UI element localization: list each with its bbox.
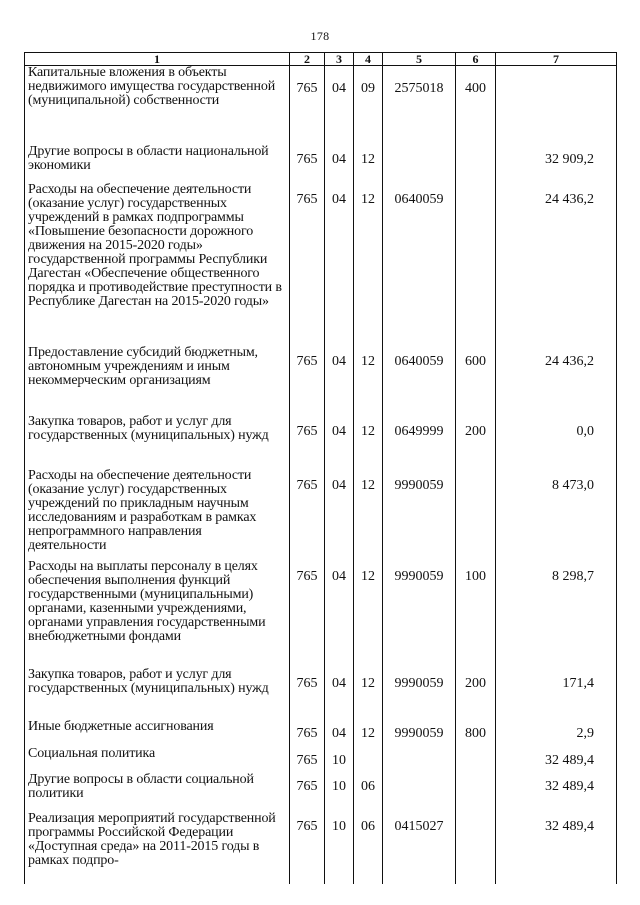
column-header: 2	[290, 53, 325, 66]
budget-table	[24, 52, 617, 884]
row-code-cell: 765	[290, 747, 325, 773]
row-section-cell: 04	[325, 560, 354, 668]
row-section-cell: 10	[325, 812, 354, 884]
row-subsection-cell: 12	[354, 183, 383, 346]
row-code-cell: 765	[290, 145, 325, 183]
row-type-cell: 200	[456, 415, 496, 469]
row-amount-cell: 32 489,4	[496, 812, 617, 884]
row-code-cell: 765	[290, 415, 325, 469]
row-target-cell	[383, 773, 456, 812]
row-type-cell: 400	[456, 66, 496, 145]
row-target-cell	[383, 145, 456, 183]
row-type-cell: 600	[456, 346, 496, 415]
row-section-cell: 04	[325, 183, 354, 346]
row-name-cell: Другие вопросы в области социальной политики	[25, 773, 290, 812]
column-header: 4	[354, 53, 383, 66]
table-row	[25, 415, 617, 469]
table-row	[25, 720, 617, 747]
row-section-cell: 04	[325, 469, 354, 560]
row-target-cell: 9990059	[383, 560, 456, 668]
row-type-cell: 100	[456, 560, 496, 668]
row-name-cell: Реализация мероприятий государственной программы Российской Федерации «Доступная среда» на 2011-2015 годы в рамках подпро-	[25, 812, 290, 884]
row-name-cell: Расходы на обеспечение деятельности (оказание услуг) государственных учреждений в рамках подпрограммы «Повышение безопасности дорожного движения на 2015-2020 годы» государственной программы Республики Дагестан «Обеспечение общественного порядка и противодействие преступности в Республике Дагестан на 2015-2020 годы»	[25, 183, 290, 346]
row-name-cell: Капитальные вложения в объекты недвижимого имущества государственной (муниципальной) собственности	[25, 66, 290, 145]
row-name-cell: Закупка товаров, работ и услуг для государственных (муниципальных) нужд	[25, 668, 290, 720]
column-header: 7	[496, 53, 617, 66]
row-amount-cell: 32 489,4	[496, 773, 617, 812]
column-header: 3	[325, 53, 354, 66]
row-type-cell: 800	[456, 720, 496, 747]
row-amount-cell: 24 436,2	[496, 346, 617, 415]
row-name-cell: Предоставление субсидий бюджетным, автономным учреждениям и иным некоммерческим организациям	[25, 346, 290, 415]
row-type-cell	[456, 747, 496, 773]
row-section-cell: 04	[325, 346, 354, 415]
row-target-cell	[383, 747, 456, 773]
row-type-cell	[456, 812, 496, 884]
table-row	[25, 668, 617, 720]
column-header: 5	[383, 53, 456, 66]
table-row	[25, 145, 617, 183]
row-name-cell: Социальная политика	[25, 747, 290, 773]
row-subsection-cell: 12	[354, 145, 383, 183]
column-header: 1	[25, 53, 290, 66]
row-code-cell: 765	[290, 773, 325, 812]
row-section-cell: 04	[325, 720, 354, 747]
row-target-cell: 9990059	[383, 720, 456, 747]
row-subsection-cell: 12	[354, 469, 383, 560]
table-row	[25, 747, 617, 773]
row-name-cell: Иные бюджетные ассигнования	[25, 720, 290, 747]
column-header: 6	[456, 53, 496, 66]
row-subsection-cell: 12	[354, 720, 383, 747]
row-name-cell: Расходы на обеспечение деятельности (оказание услуг) государственных учреждений по прикладным научным исследованиям и разработкам в рамках непрограммного направления деятельности	[25, 469, 290, 560]
row-type-cell	[456, 145, 496, 183]
table-row	[25, 346, 617, 415]
row-code-cell: 765	[290, 66, 325, 145]
row-subsection-cell: 12	[354, 415, 383, 469]
table-row	[25, 560, 617, 668]
table-row	[25, 66, 617, 145]
row-amount-cell	[496, 66, 617, 145]
row-amount-cell: 2,9	[496, 720, 617, 747]
row-code-cell: 765	[290, 183, 325, 346]
row-subsection-cell: 06	[354, 773, 383, 812]
row-code-cell: 765	[290, 560, 325, 668]
row-section-cell: 10	[325, 773, 354, 812]
row-section-cell: 10	[325, 747, 354, 773]
row-code-cell: 765	[290, 720, 325, 747]
table-header-row	[25, 53, 617, 66]
row-amount-cell: 8 473,0	[496, 469, 617, 560]
row-type-cell	[456, 773, 496, 812]
row-target-cell: 0640059	[383, 183, 456, 346]
row-amount-cell: 0,0	[496, 415, 617, 469]
row-subsection-cell: 12	[354, 560, 383, 668]
row-target-cell: 0649999	[383, 415, 456, 469]
row-type-cell	[456, 469, 496, 560]
row-target-cell: 2575018	[383, 66, 456, 145]
table-row	[25, 812, 617, 884]
row-target-cell: 9990059	[383, 469, 456, 560]
row-amount-cell: 171,4	[496, 668, 617, 720]
row-code-cell: 765	[290, 469, 325, 560]
row-section-cell: 04	[325, 145, 354, 183]
row-section-cell: 04	[325, 668, 354, 720]
row-target-cell: 0415027	[383, 812, 456, 884]
table-row	[25, 773, 617, 812]
row-target-cell: 9990059	[383, 668, 456, 720]
row-type-cell: 200	[456, 668, 496, 720]
row-subsection-cell: 06	[354, 812, 383, 884]
row-code-cell: 765	[290, 668, 325, 720]
row-amount-cell: 24 436,2	[496, 183, 617, 346]
row-type-cell	[456, 183, 496, 346]
table-row	[25, 469, 617, 560]
page-number: 178	[310, 29, 330, 43]
table-row	[25, 183, 617, 346]
row-code-cell: 765	[290, 812, 325, 884]
row-section-cell: 04	[325, 415, 354, 469]
row-amount-cell: 32 489,4	[496, 747, 617, 773]
row-name-cell: Закупка товаров, работ и услуг для государственных (муниципальных) нужд	[25, 415, 290, 469]
row-subsection-cell	[354, 747, 383, 773]
row-name-cell: Другие вопросы в области национальной экономики	[25, 145, 290, 183]
row-code-cell: 765	[290, 346, 325, 415]
row-subsection-cell: 12	[354, 346, 383, 415]
row-amount-cell: 32 909,2	[496, 145, 617, 183]
row-amount-cell: 8 298,7	[496, 560, 617, 668]
row-section-cell: 04	[325, 66, 354, 145]
row-subsection-cell: 09	[354, 66, 383, 145]
row-name-cell: Расходы на выплаты персоналу в целях обеспечения выполнения функций государственными (муниципальными) органами, казенными учреждениями, органами управления государственными внебюджетными фондами	[25, 560, 290, 668]
row-subsection-cell: 12	[354, 668, 383, 720]
row-target-cell: 0640059	[383, 346, 456, 415]
